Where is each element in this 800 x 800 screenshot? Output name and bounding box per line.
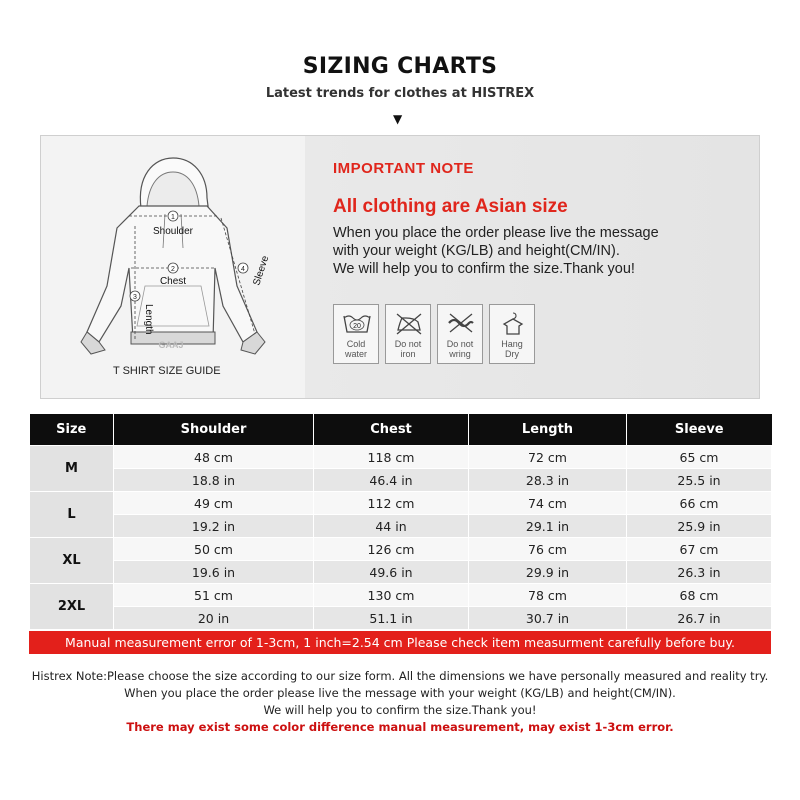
footer-note: [0, 668, 800, 736]
watermark: GAAJ: [158, 340, 184, 350]
care-cold-water: [333, 304, 379, 364]
table-row: [30, 469, 772, 492]
footer-line: We will help you to confirm the size.Thank you!: [263, 703, 537, 717]
table-header-row: [30, 414, 772, 446]
footer-warning: There may exist some color difference manual measurement, may exist 1-3cm error.: [126, 720, 674, 734]
down-arrow-icon: ▼: [393, 112, 403, 126]
important-note: [305, 136, 759, 398]
length-label: Length: [143, 304, 154, 335]
shoulder-in: 18.8 in: [114, 469, 314, 492]
footer-line: When you place the order please live the message with your weight (KG/LB) and height(CM/IN).: [124, 686, 676, 700]
page-title: SIZING CHARTS: [302, 54, 498, 79]
shoulder-label: Shoulder: [152, 226, 194, 237]
chest-in: 49.6 in: [314, 561, 469, 584]
length-cm: 74 cm: [469, 492, 627, 515]
sleeve-cm: 66 cm: [627, 492, 772, 515]
length-in: 29.9 in: [469, 561, 627, 584]
size-cell: XL: [30, 538, 114, 584]
length-in: 28.3 in: [469, 469, 627, 492]
sleeve-in: 26.7 in: [627, 607, 772, 630]
table-row: [30, 561, 772, 584]
column-header-chest: Chest: [314, 414, 469, 446]
length-in: 30.7 in: [469, 607, 627, 630]
size-cell: M: [30, 446, 114, 492]
table-row: [30, 446, 772, 469]
table-row: [30, 607, 772, 630]
chest-cm: 112 cm: [314, 492, 469, 515]
length-in: 29.1 in: [469, 515, 627, 538]
table-row: [30, 492, 772, 515]
sleeve-in: 26.3 in: [627, 561, 772, 584]
column-header-shoulder: Shoulder: [114, 414, 314, 446]
table-row: [30, 584, 772, 607]
sleeve-in: 25.5 in: [627, 469, 772, 492]
hang-dry-icon: [498, 310, 528, 336]
hoodie-illustration: [41, 136, 305, 398]
length-cm: 76 cm: [469, 538, 627, 561]
sleeve-cm: 67 cm: [627, 538, 772, 561]
note-line: with your weight (KG/LB) and height(CM/IN).: [333, 243, 620, 259]
page-subtitle: Latest trends for clothes at HISTREX: [265, 86, 535, 101]
note-heading: IMPORTANT NOTE: [333, 160, 474, 177]
shoulder-in: 19.6 in: [114, 561, 314, 584]
shoulder-in: 19.2 in: [114, 515, 314, 538]
care-hang-dry: [489, 304, 535, 364]
cold-wash-icon: [342, 310, 372, 336]
marker-1: 1: [171, 214, 175, 221]
hoodie-diagram: [41, 136, 305, 398]
chest-cm: 126 cm: [314, 538, 469, 561]
care-do-not-wring: [437, 304, 483, 364]
do-not-wring-icon: [446, 310, 476, 336]
size-guide-panel: [40, 135, 760, 399]
note-main: All clothing are Asian size: [333, 196, 568, 217]
sleeve-cm: 65 cm: [627, 446, 772, 469]
footer-line: Histrex Note:Please choose the size according to our size form. All the dimensions we have personally measured and reality try.: [31, 669, 769, 683]
care-label: Do not wring: [446, 339, 474, 359]
chest-cm: 118 cm: [314, 446, 469, 469]
table-row: [30, 515, 772, 538]
marker-4: 4: [241, 266, 245, 273]
note-line: When you place the order please live the message: [333, 225, 659, 241]
shoulder-in: 20 in: [114, 607, 314, 630]
shoulder-cm: 48 cm: [114, 446, 314, 469]
chest-in: 46.4 in: [314, 469, 469, 492]
chest-cm: 130 cm: [314, 584, 469, 607]
note-body: [333, 224, 753, 278]
sleeve-in: 25.9 in: [627, 515, 772, 538]
size-cell: L: [30, 492, 114, 538]
marker-2: 2: [171, 266, 175, 273]
sleeve-label: Sleeve: [251, 254, 272, 287]
column-header-length: Length: [469, 414, 627, 446]
do-not-iron-icon: [394, 310, 424, 336]
chest-label: Chest: [159, 276, 187, 287]
shoulder-cm: 49 cm: [114, 492, 314, 515]
length-cm: 72 cm: [469, 446, 627, 469]
column-header-sleeve: Sleeve: [627, 414, 772, 446]
marker-3: 3: [133, 294, 137, 301]
size-table: [29, 414, 772, 630]
guide-caption: T SHIRT SIZE GUIDE: [113, 365, 221, 377]
care-label: Cold water: [344, 339, 367, 359]
measurement-warning-bar: Manual measurement error of 1-3cm, 1 inch=2.54 cm Please check item measurment carefully before buy.: [29, 631, 771, 654]
size-cell: 2XL: [30, 584, 114, 630]
chest-in: 44 in: [314, 515, 469, 538]
shoulder-cm: 50 cm: [114, 538, 314, 561]
length-cm: 78 cm: [469, 584, 627, 607]
table-row: [30, 538, 772, 561]
care-label: Hang Dry: [501, 339, 523, 359]
wash-temperature: 20: [353, 323, 361, 330]
shoulder-cm: 51 cm: [114, 584, 314, 607]
care-do-not-iron: [385, 304, 431, 364]
chest-in: 51.1 in: [314, 607, 469, 630]
sleeve-cm: 68 cm: [627, 584, 772, 607]
note-line: We will help you to confirm the size.Thank you!: [333, 261, 635, 277]
column-header-size: Size: [30, 414, 114, 446]
care-label: Do not iron: [394, 339, 422, 359]
